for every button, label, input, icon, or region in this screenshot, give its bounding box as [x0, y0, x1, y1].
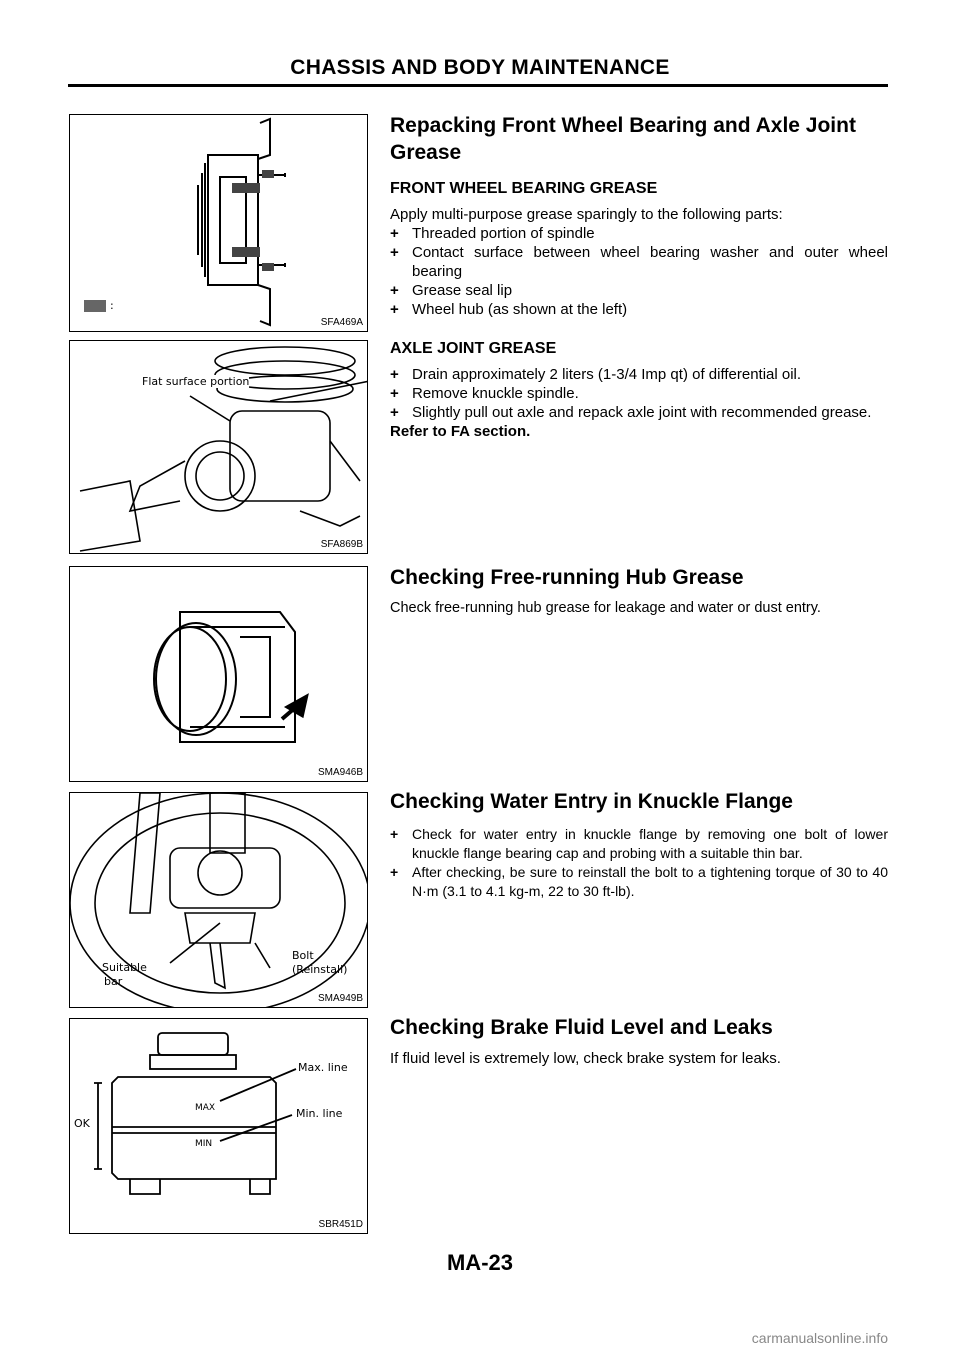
watermark: carmanualsonline.info	[751, 1330, 888, 1346]
suitable-label: Suitable	[102, 961, 147, 974]
section-title: Checking Free-running Hub Grease	[390, 566, 744, 589]
bullet-list	[390, 825, 888, 901]
flat-surface-label: Flat surface portion	[142, 375, 250, 388]
brake-reservoir-illustration	[70, 1019, 367, 1233]
bar-label: bar	[104, 975, 123, 988]
body-text: If fluid level is extremely low, check brake system for leaks.	[390, 1050, 781, 1067]
section-water-entry	[390, 788, 888, 901]
list-item: + Remove knuckle spindle.	[390, 385, 579, 402]
header-rule	[68, 84, 888, 87]
axle-joint-illustration	[70, 341, 367, 553]
max-mark-label: MAX	[195, 1103, 216, 1113]
min-mark-label: MIN	[195, 1139, 213, 1149]
section-title: Checking Brake Fluid Level and Leaks	[390, 1016, 773, 1039]
figure-code: SMA946B	[317, 767, 363, 778]
figure-code: SFA869B	[320, 539, 363, 550]
reference-note: Refer to FA section.	[390, 423, 531, 440]
figure-wheel-hub	[69, 114, 368, 332]
bullet-list	[390, 224, 888, 319]
list-item: + Grease seal lip	[390, 282, 513, 299]
list-item: + Drain approximately 2 liters (1-3/4 Imp qt) of differential oil.	[390, 366, 802, 383]
section-brake-fluid	[390, 1014, 888, 1068]
section-free-running-hub	[390, 564, 888, 618]
grease-legend-icon	[84, 300, 106, 312]
section-title: Checking Water Entry in Knuckle Flange	[390, 790, 793, 813]
figure-knuckle-flange	[69, 792, 368, 1008]
list-item: + Contact surface between wheel bearing washer and outer wheel bearing	[390, 244, 888, 280]
subsection-title: FRONT WHEEL BEARING GREASE	[390, 180, 658, 197]
max-line-label: Max. line	[298, 1061, 348, 1074]
figure-code: SFA469A	[320, 317, 363, 328]
list-item: + Slightly pull out axle and repack axle joint with recommended grease.	[390, 404, 872, 421]
section-title-cont: Grease	[390, 141, 462, 164]
intro-text: Apply multi-purpose grease sparingly to the following parts:	[390, 206, 783, 223]
reinstall-label: (Reinstall)	[292, 963, 348, 976]
bullet-list	[390, 365, 888, 422]
subsection-title: AXLE JOINT GREASE	[390, 340, 557, 357]
page-header-title: CHASSIS AND BODY MAINTENANCE	[290, 56, 670, 79]
list-item: + Wheel hub (as shown at the left)	[390, 301, 628, 318]
page-number: MA-23	[446, 1250, 513, 1275]
figure-brake-reservoir	[69, 1018, 368, 1234]
body-text: Check free-running hub grease for leakage and water or dust entry.	[390, 600, 821, 616]
section-repacking	[390, 112, 888, 319]
free-running-hub-illustration	[70, 567, 367, 781]
min-line-label: Min. line	[296, 1107, 343, 1120]
figure-code: SMA949B	[317, 993, 363, 1004]
section-title: Repacking Front Wheel Bearing and Axle Joint	[390, 114, 856, 137]
figure-code: SBR451D	[318, 1219, 363, 1230]
figure-free-running-hub	[69, 566, 368, 782]
grease-legend-label: :	[110, 299, 114, 312]
wheel-hub-illustration	[70, 115, 367, 331]
list-item: + After checking, be sure to reinstall the bolt to a tightening torque of 30 to 40 N·m (3.1 to 4.1 kg-m, 22 to 30 ft-lb).	[390, 864, 888, 899]
list-item: + Check for water entry in knuckle flange by removing one bolt of lower knuckle flange bearing cap and probing with a suitable thin bar.	[390, 826, 888, 861]
ok-label: OK	[74, 1117, 90, 1130]
list-item: + Threaded portion of spindle	[390, 225, 595, 242]
section-axle-joint	[390, 338, 888, 441]
bolt-label: Bolt	[292, 949, 314, 962]
figure-axle-joint	[69, 340, 368, 554]
